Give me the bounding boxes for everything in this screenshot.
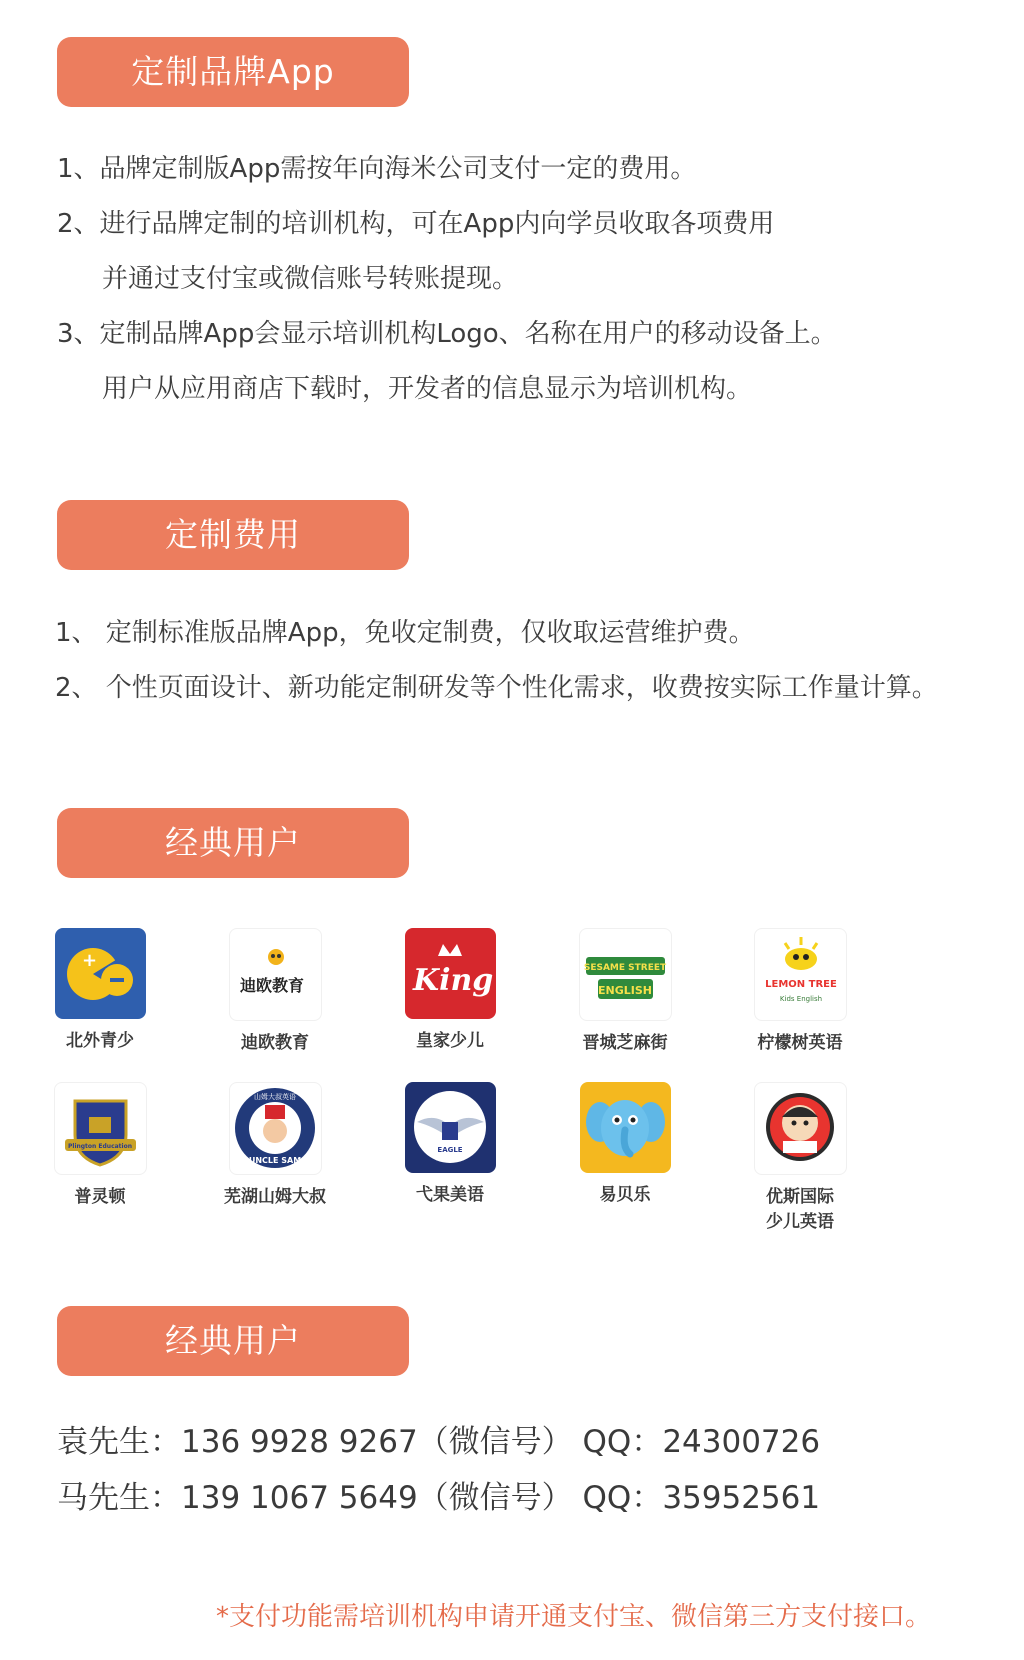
user-name: 易贝乐 (599, 1185, 651, 1205)
sesame-logo-icon (579, 928, 672, 1021)
section-title-custom-fees: 定制费用 (57, 500, 409, 570)
brand-app-line-2: 2、进行品牌定制的培训机构，可在App内向学员收取各项费用 (57, 209, 775, 239)
beiwai-logo-icon (55, 928, 146, 1019)
user-name: 普灵顿 (74, 1187, 126, 1207)
brand-app-line-2-cont: 并通过支付宝或微信账号转账提现。 (102, 264, 519, 294)
user-logo-sesame (570, 928, 680, 1056)
uncle-sam-logo-icon (229, 1082, 322, 1175)
user-name: 迪欧教育 (241, 1033, 309, 1053)
user-name-line-2: 少儿英语 (766, 1212, 834, 1232)
dio-logo-icon (229, 928, 322, 1021)
user-name: 芜湖山姆大叔 (224, 1187, 326, 1207)
brand-app-line-3-cont: 用户从应用商店下载时，开发者的信息显示为培训机构。 (102, 374, 753, 404)
brand-app-line-3: 3、定制品牌App会显示培训机构Logo、名称在用户的移动设备上。 (57, 319, 837, 349)
plington-logo-text: Plington Education (67, 1143, 132, 1150)
user-name: 晋城芝麻街 (582, 1033, 668, 1053)
user-logo-plington (45, 1082, 155, 1210)
plington-logo-icon (54, 1082, 147, 1175)
yousi-logo-icon (754, 1082, 847, 1175)
eagle-logo-text: EAGLE (436, 1146, 463, 1154)
user-name: 柠檬树英语 (757, 1033, 843, 1053)
king-logo-text: King (412, 963, 493, 998)
contact-yuan: 袁先生：136 9928 9267（微信号） QQ：24300726 (57, 1424, 821, 1460)
lemon-logo-text-2: Kids English (779, 995, 822, 1003)
fees-line-2: 2、 个性页面设计、新功能定制研发等个性化需求，收费按实际工作量计算。 (55, 673, 938, 703)
contact-ma: 马先生：139 1067 5649（微信号） QQ：35952561 (57, 1480, 821, 1516)
payment-note: *支付功能需培训机构申请开通支付宝、微信第三方支付接口。 (216, 1602, 932, 1632)
yibeile-logo-icon (580, 1082, 671, 1173)
user-name: 皇家少儿 (416, 1031, 484, 1051)
user-name: 北外青少 (66, 1031, 134, 1051)
dio-logo-text: 迪欧教育 (239, 976, 304, 995)
user-logo-eagle (395, 1082, 505, 1208)
user-logo-dio (220, 928, 330, 1056)
brand-app-line-1: 1、品牌定制版App需按年向海米公司支付一定的费用。 (57, 154, 697, 184)
lemon-logo-icon (754, 928, 847, 1021)
user-logo-yibeile (570, 1082, 680, 1208)
user-logo-uncle-sam (220, 1082, 330, 1210)
section-title-classic-users: 经典用户 (57, 808, 409, 878)
fees-line-1: 1、 定制标准版品牌App，免收定制费，仅收取运营维护费。 (55, 618, 755, 648)
svg-text:+: + (81, 950, 97, 971)
user-name: 弋果美语 (416, 1185, 484, 1205)
user-logo-yousi (745, 1082, 855, 1235)
sesame-logo-text-1: SESAME STREET (583, 963, 666, 973)
section-title-custom-brand-app: 定制品牌App (57, 37, 409, 107)
uncle-sam-logo-text-1: 山姆大叔英语 (253, 1093, 296, 1101)
king-logo-icon (405, 928, 496, 1019)
sesame-logo-text-2: ENGLISH (597, 984, 652, 997)
user-name (745, 1185, 855, 1235)
user-logo-beiwai (45, 928, 155, 1054)
user-logo-lemon (745, 928, 855, 1056)
lemon-logo-text-1: LEMON TREE (764, 979, 837, 990)
uncle-sam-logo-text-2: UNCLE SAM (248, 1156, 301, 1165)
user-name-line-1: 优斯国际 (766, 1187, 834, 1207)
user-logo-king (395, 928, 505, 1054)
section-title-contacts: 经典用户 (57, 1306, 409, 1376)
eagle-logo-icon (405, 1082, 496, 1173)
